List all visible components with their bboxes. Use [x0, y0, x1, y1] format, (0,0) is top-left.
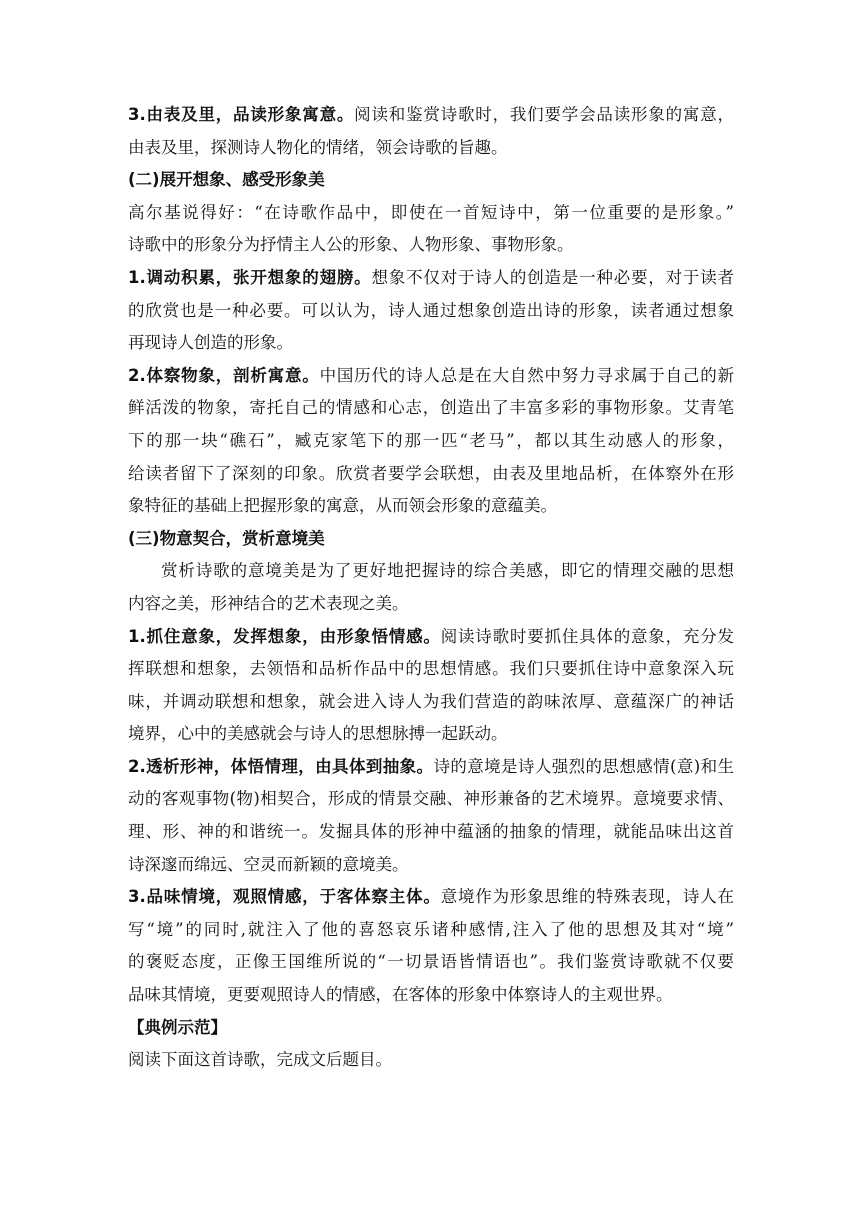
body-text: 阅读和鉴赏诗歌时，我们要学会品读形象的寓意， — [354, 105, 735, 124]
text-line — [128, 132, 734, 165]
body-text: 赏析诗歌的意境美是为了更好地把握诗的综合美感，即它的情理交融的思想 — [161, 561, 734, 581]
bold-heading: 2.透析形神，体悟情理，由具体到抽象。 — [128, 756, 434, 776]
text-line — [128, 946, 734, 979]
document-body — [128, 99, 734, 1077]
text-line — [128, 425, 734, 458]
text-line — [128, 99, 734, 132]
body-text: 味，并调动联想和想象，就会进入诗人为我们营造的韵味浓厚、意蕴深广的神话 — [128, 691, 734, 711]
text-line — [128, 718, 734, 751]
body-text: 阅读诗歌时要抓住具体的意象，充分发 — [440, 626, 735, 646]
body-text: 内容之美，形神结合的艺术表现之美。 — [128, 593, 409, 613]
body-text: 诗的意境是诗人强烈的思想感情(意)和生 — [433, 756, 734, 776]
body-text: 诗深邃而绵远、空灵而新颖的意境美。 — [128, 854, 409, 874]
bold-heading: 1.抓住意象，发挥想象，由形象悟情感。 — [128, 626, 441, 646]
text-line — [128, 783, 734, 816]
text-line — [128, 164, 734, 197]
text-line — [128, 849, 734, 882]
bold-heading: 3.品味情境，观照情感，于客体察主体。 — [128, 887, 441, 907]
text-line — [128, 881, 734, 914]
text-line — [128, 751, 734, 784]
body-text: 动的客观事物(物)相契合，形成的情景交融、神形兼备的艺术境界。意境要求情、 — [128, 789, 734, 809]
text-line — [128, 360, 734, 393]
text-line — [128, 1012, 734, 1045]
bold-heading: 【典例示范】 — [128, 1017, 227, 1037]
body-text: 中国历代的诗人总是在大自然中努力寻求属于自己的新 — [319, 365, 735, 385]
text-line — [128, 1044, 734, 1077]
text-line — [128, 523, 734, 556]
body-text: 象特征的基础上把握形象的寓意，从而领会形象的意蕴美。 — [128, 496, 557, 516]
text-line — [128, 327, 734, 360]
body-text: 阅读下面这首诗歌，完成文后题目。 — [128, 1050, 392, 1070]
body-text: 品味其情境，更要观照诗人的情感，在客体的形象中体察诗人的主观世界。 — [128, 985, 673, 1005]
text-line — [128, 392, 734, 425]
text-line — [128, 229, 734, 262]
bold-heading: 2.体察物象，剖析寓意。 — [128, 365, 320, 385]
body-text: 理、形、神的和谐统一。发掘具体的形神中蕴涵的抽象的情理，就能品味出这首 — [128, 822, 734, 842]
bold-heading: (三)物意契合，赏析意境美 — [128, 528, 325, 548]
body-text: 的欣赏也是一种必要。可以认为，诗人通过想象创造出诗的形象，读者通过想象 — [128, 300, 734, 320]
body-text: 想象不仅对于诗人的创造是一种必要，对于读者 — [371, 267, 735, 287]
text-line — [128, 914, 734, 947]
body-text: 高尔基说得好：“在诗歌作品中，即使在一首短诗中，第一位重要的是形象。” — [128, 202, 734, 222]
body-text: 再现诗人创造的形象。 — [128, 333, 293, 353]
text-line — [128, 621, 734, 654]
text-line — [128, 295, 734, 328]
body-text: 诗歌中的形象分为抒情主人公的形象、人物形象、事物形象。 — [128, 235, 574, 255]
text-line — [128, 458, 734, 491]
text-line — [128, 197, 734, 230]
bold-heading: 1.调动积累，张开想象的翅膀。 — [128, 267, 372, 287]
bold-heading: 3.由表及里，品读形象寓意。 — [128, 105, 355, 124]
text-line — [128, 555, 734, 588]
text-line — [128, 490, 734, 523]
text-line — [128, 686, 734, 719]
body-text: 给读者留下了深刻的印象。欣赏者要学会联想，由表及里地品析，在体察外在形 — [128, 463, 734, 483]
text-line — [128, 979, 734, 1012]
body-text: 意境作为形象思维的特殊表现，诗人在 — [440, 887, 735, 907]
body-text: 下的那一块“礁石”，臧克家笔下的那一匹“老马”，都以其生动感人的形象， — [128, 430, 734, 450]
body-text: 挥联想和想象，去领悟和品析作品中的思想情感。我们只要抓住诗中意象深入玩 — [128, 659, 734, 679]
body-text: 的褒贬态度，正像王国维所说的“一切景语皆情语也”。我们鉴赏诗歌就不仅要 — [128, 952, 734, 972]
text-line — [128, 262, 734, 295]
text-line — [128, 653, 734, 686]
body-text: 鲜活泼的物象，寄托自己的情感和心志，创造出了丰富多彩的事物形象。艾青笔 — [128, 398, 734, 418]
text-line — [128, 816, 734, 849]
bold-heading: (二)展开想象、感受形象美 — [128, 170, 325, 190]
body-text: 写“境”的同时,就注入了他的喜怒哀乐诸种感情,注入了他的思想及其对“境” — [128, 919, 734, 939]
body-text: 由表及里，探测诗人物化的情绪，领会诗歌的旨趣。 — [128, 137, 508, 157]
text-line — [128, 588, 734, 621]
body-text: 境界，心中的美感就会与诗人的思想脉搏一起跃动。 — [128, 724, 508, 744]
